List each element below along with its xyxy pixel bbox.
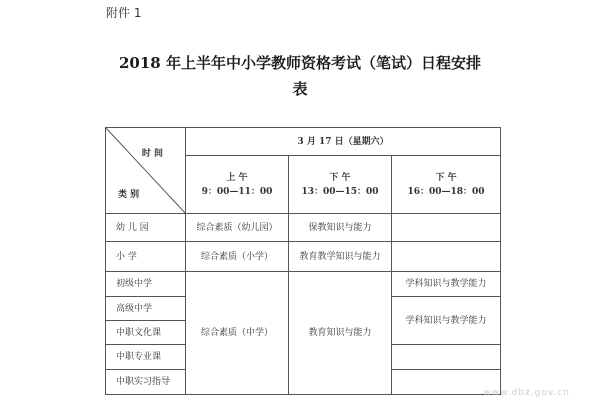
attachment-label: 附件 1 [106, 6, 142, 20]
table-row [106, 214, 501, 242]
cell-empty [392, 345, 501, 370]
category-senior: 高级中学 [106, 297, 186, 321]
diagonal-divider [106, 128, 186, 214]
table-row [106, 272, 501, 297]
schedule-table [105, 127, 501, 395]
session-header-afternoon1 [289, 156, 392, 214]
cell-kindergarten-morning: 综合素质（幼儿园） [186, 214, 289, 242]
corner-category-label: 类 别 [118, 190, 140, 200]
watermark: www.dbz.gov.cn [483, 388, 570, 398]
category-vocational-culture: 中职文化课 [106, 321, 186, 345]
category-primary: 小 学 [106, 242, 186, 272]
category-junior: 初级中学 [106, 272, 186, 297]
category-kindergarten: 幼 儿 园 [106, 214, 186, 242]
session-time: 16：00—18：00 [407, 186, 485, 197]
date-header-row [106, 128, 501, 156]
date-header: 3 月 17 日（星期六） [186, 128, 501, 156]
table-row [106, 242, 501, 272]
cell-secondary-morning: 综合素质（中学） [186, 272, 289, 395]
session-header-morning [186, 156, 289, 214]
page-title: 2018 年上半年中小学教师资格考试（笔试）日程安排 [119, 54, 481, 72]
session-name: 下 午 [435, 172, 457, 183]
session-time: 13：00—15：00 [301, 186, 379, 197]
session-name: 下 午 [329, 172, 351, 183]
cell-junior-afternoon2: 学科知识与教学能力 [392, 272, 501, 297]
cell-empty [392, 214, 501, 242]
session-time: 9：00—11：00 [201, 186, 273, 197]
category-vocational-professional: 中职专业课 [106, 345, 186, 370]
session-name: 上 午 [226, 172, 248, 183]
corner-header-cell [106, 128, 186, 214]
category-vocational-practice: 中职实习指导 [106, 370, 186, 395]
cell-primary-afternoon1: 教育教学知识与能力 [289, 242, 392, 272]
cell-empty [392, 242, 501, 272]
page-title-continued: 表 [292, 80, 308, 98]
cell-primary-morning: 综合素质（小学） [186, 242, 289, 272]
cell-secondary-afternoon1: 教育知识与能力 [289, 272, 392, 395]
cell-kindergarten-afternoon1: 保教知识与能力 [289, 214, 392, 242]
corner-time-label: 时 间 [141, 149, 163, 159]
cell-senior-voc-afternoon2: 学科知识与教学能力 [392, 297, 501, 345]
session-header-afternoon2 [392, 156, 501, 214]
